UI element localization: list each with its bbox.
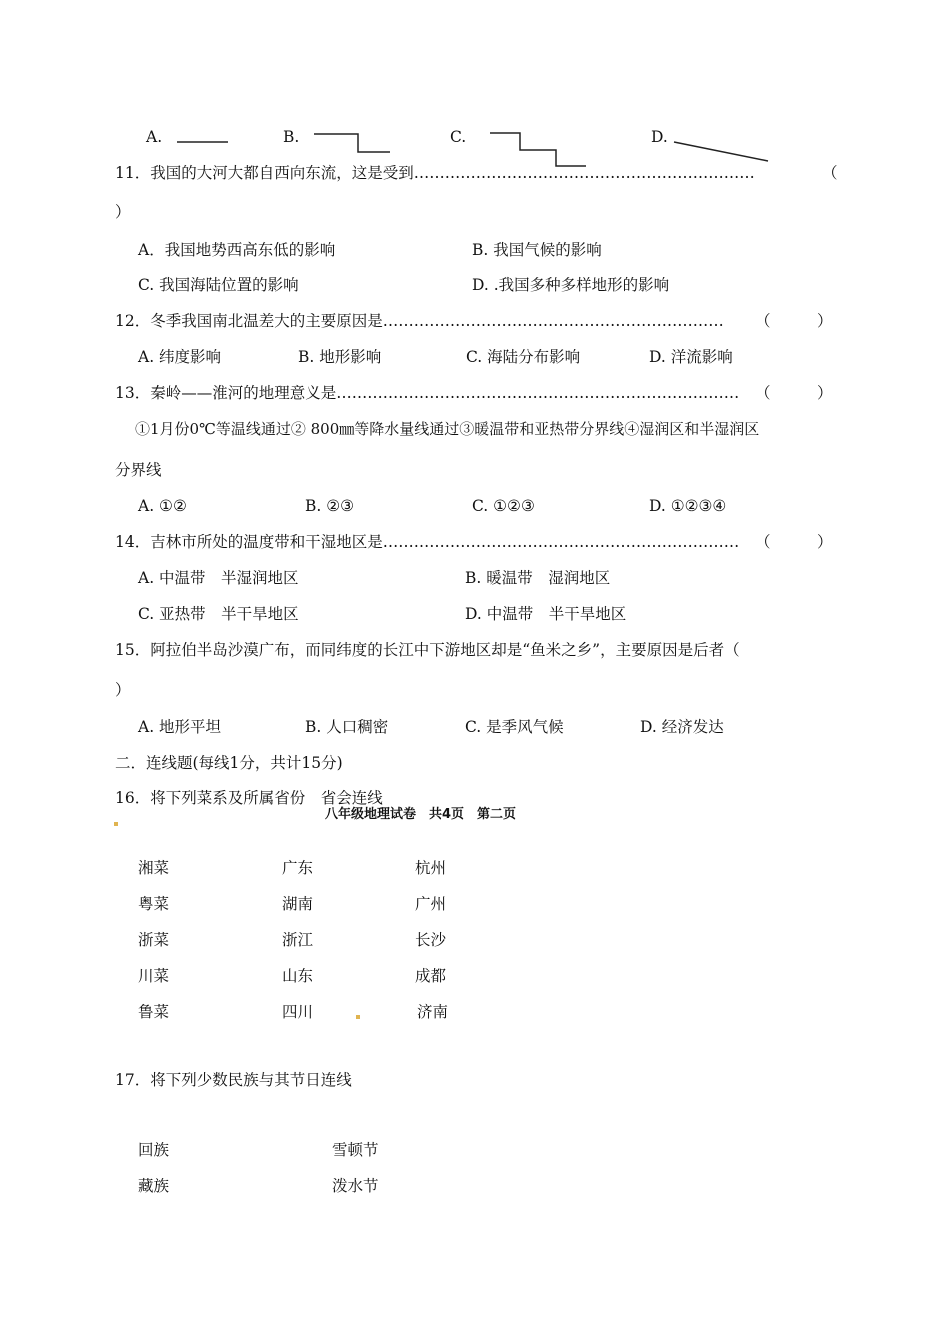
- q15-option-b: B. 人口稠密: [305, 718, 389, 736]
- province: 四川: [282, 1003, 314, 1021]
- ethnic-group: 回族: [138, 1141, 170, 1159]
- q11-option-b: B. 我国气候的影响: [472, 241, 602, 259]
- q11-stem: 11．我国的大河大都自西向东流，这是受到…………………………………………………………: [115, 164, 755, 182]
- province: 广东: [282, 859, 314, 877]
- q16-stem: 16．将下列菜系及所属省份 省会连线: [115, 789, 383, 807]
- q15-option-c: C. 是季风气候: [465, 718, 564, 736]
- q14-paren: （ ）: [755, 533, 833, 551]
- capital: 成都: [415, 967, 447, 985]
- edit-mark: [114, 822, 118, 826]
- edit-mark: [356, 1015, 360, 1019]
- q14-stem: 14．吉林市所处的温度带和干湿地区是……………………………………………………………: [115, 533, 740, 551]
- province: 山东: [282, 967, 314, 985]
- q12-option-d: D. 洋流影响: [649, 348, 733, 366]
- q11-option-a: A．我国地势西高东低的影响: [138, 241, 336, 259]
- q12-stem: 12．冬季我国南北温差大的主要原因是…………………………………………………………: [115, 312, 724, 330]
- q11-option-d: D. .我国多种多样地形的影响: [472, 276, 670, 294]
- q15-option-d: D. 经济发达: [640, 718, 724, 736]
- q11-option-c: C. 我国海陆位置的影响: [138, 276, 299, 294]
- q11-paren-close: ）: [115, 203, 131, 221]
- cuisine: 川菜: [138, 967, 170, 985]
- q13-option-a: A. ①②: [138, 497, 187, 515]
- q12-option-a: A. 纬度影响: [138, 348, 222, 366]
- q14-option-c: C. 亚热带 半干旱地区: [138, 605, 299, 623]
- option-c: C.: [450, 128, 467, 146]
- q14-option-d: D. 中温带 半干旱地区: [465, 605, 627, 623]
- option-a: A.: [146, 128, 163, 146]
- cuisine: 粤菜: [138, 895, 170, 913]
- cuisine: 鲁菜: [138, 1003, 170, 1021]
- q15-stem: 15．阿拉伯半岛沙漠广布，而同纬度的长江中下游地区却是“鱼米之乡”，主要原因是后者（: [115, 641, 740, 659]
- q13-statements: ①1月份0℃等温线通过② 800㎜等降水量线通过③暖温带和亚热带分界线④湿润区和半湿润区: [135, 420, 760, 438]
- section-heading: 二．连线题(每线1分，共计15分): [115, 754, 343, 772]
- q13-option-c: C. ①②③: [472, 497, 535, 515]
- q14-option-b: B. 暖温带 湿润地区: [465, 569, 611, 587]
- capital: 长沙: [415, 931, 447, 949]
- q13-statements-cont: 分界线: [115, 461, 162, 479]
- province: 浙江: [282, 931, 314, 949]
- profile-c-line: [490, 133, 586, 166]
- option-b: B.: [283, 128, 300, 146]
- province: 湖南: [282, 895, 314, 913]
- cuisine: 湘菜: [138, 859, 170, 877]
- q13-option-b: B. ②③: [305, 497, 355, 515]
- capital: 济南: [417, 1003, 449, 1021]
- q14-option-a: A. 中温带 半湿润地区: [138, 569, 299, 587]
- festival: 雪顿节: [332, 1141, 379, 1159]
- option-d: D.: [651, 128, 668, 146]
- q17-stem: 17．将下列少数民族与其节日连线: [115, 1071, 352, 1089]
- q13-option-d: D. ①②③④: [649, 497, 727, 515]
- q15-paren-close: ）: [115, 681, 131, 699]
- q15-option-a: A. 地形平坦: [138, 718, 222, 736]
- festival: 泼水节: [332, 1177, 379, 1195]
- q13-paren: （ ）: [755, 384, 833, 402]
- q12-option-b: B. 地形影响: [298, 348, 382, 366]
- cuisine: 浙菜: [138, 931, 170, 949]
- q13-stem: 13．秦岭——淮河的地理意义是……………………………………………………………………: [115, 384, 740, 402]
- capital: 杭州: [415, 859, 447, 877]
- q12-paren: （ ）: [755, 312, 833, 330]
- profile-b-line: [314, 134, 390, 152]
- capital: 广州: [415, 895, 447, 913]
- page-footer: 八年级地理试卷 共4页 第二页: [325, 807, 517, 822]
- ethnic-group: 藏族: [138, 1177, 170, 1195]
- q12-option-c: C. 海陆分布影响: [466, 348, 581, 366]
- q11-paren-open: （: [822, 164, 838, 182]
- profile-d-line: [674, 142, 768, 161]
